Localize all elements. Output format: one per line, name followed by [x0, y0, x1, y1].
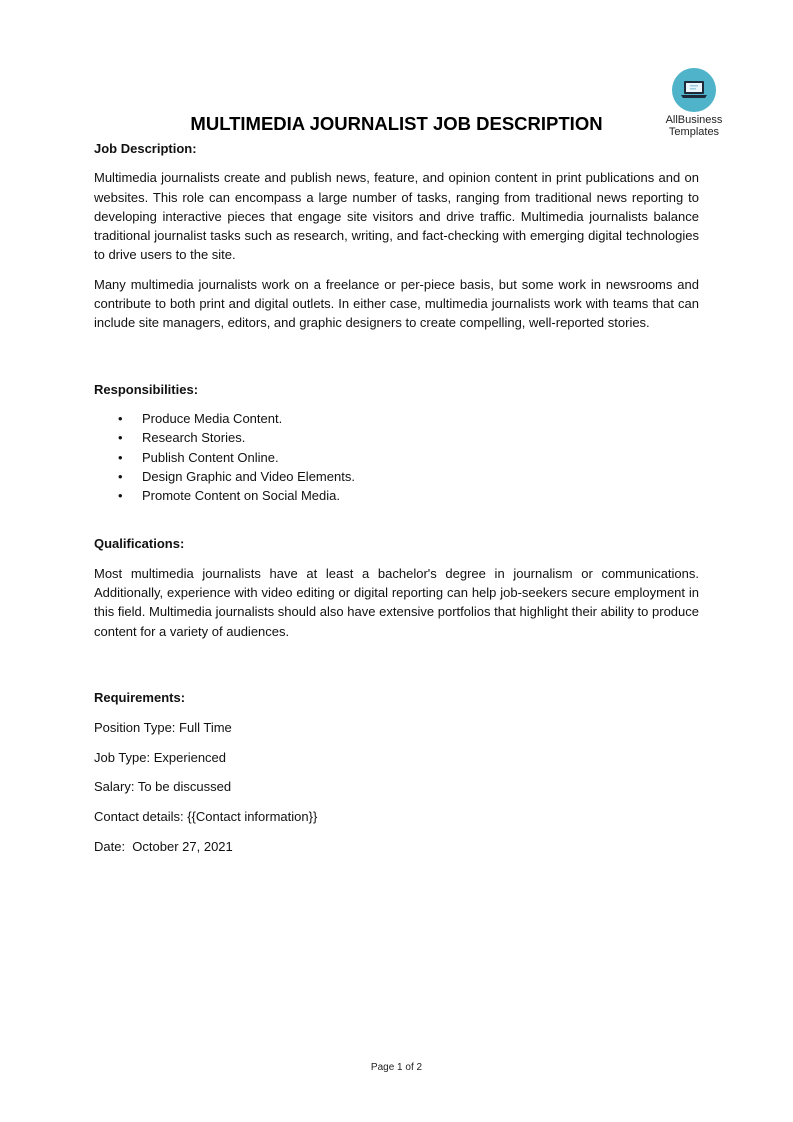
requirements-heading: Requirements: — [94, 689, 186, 705]
job-description-paragraph-2: Many multimedia journalists work on a freelance or per-piece basis, but some work in newsrooms and contribute to both print and digital outlets. In either case, multimedia journalists work with teams that can include site managers, editors, and graphic designers to create compelling, well-reported stories. — [94, 276, 699, 331]
bullet-icon: • — [118, 449, 123, 465]
document-body — [94, 139, 699, 856]
bullet-icon: • — [118, 430, 123, 446]
requirement-salary: Salary: To be discussed — [94, 779, 232, 795]
bullet-icon: • — [118, 468, 123, 484]
list-item: • Publish Content Online. — [94, 448, 699, 467]
logo-text-line2: Templates — [668, 126, 720, 138]
requirement-position-type: Position Type: Full Time — [94, 719, 232, 735]
list-item: • Promote Content on Social Media. — [94, 486, 699, 505]
qualifications-paragraph: Most multimedia journalists have at least a bachelor's degree in journalism or communications. Additionally, experience with video editing or digital reporting can help job-seekers secure employment in this field. Multimedia journalists should also have extensive portfolios that highlight their ability to produce content for a variety of audiences. — [94, 565, 699, 639]
logo-text-line1: AllBusiness — [665, 114, 723, 126]
job-description-paragraph-1: Multimedia journalists create and publish news, feature, and opinion content in print publications and on websites. This role can encompass a large number of tasks, ranging from traditional news reporting to developing interactive pieces that engage site visitors and drive traffic. Multimedia journalists balance traditional journalist tasks such as research, writing, and fact-checking with emerging digital technologies to drive users to the site. — [94, 170, 699, 263]
list-item: • Design Graphic and Video Elements. — [94, 467, 699, 486]
list-item: • Research Stories. — [94, 428, 699, 447]
bullet-icon: • — [118, 410, 123, 426]
job-description-heading: Job Description: — [94, 141, 197, 156]
responsibilities-list — [94, 409, 699, 505]
qualifications-heading: Qualifications: — [94, 536, 185, 552]
requirement-job-type: Job Type: Experienced — [94, 749, 227, 765]
responsibilities-heading: Responsibilities: — [94, 381, 199, 397]
laptop-icon — [672, 68, 716, 112]
requirement-date: Date: October 27, 2021 — [94, 838, 233, 854]
page-number: Page 1 of 2 — [370, 1062, 423, 1073]
requirement-contact: Contact details: {{Contact information}} — [94, 809, 318, 825]
bullet-icon: • — [118, 488, 123, 504]
list-item: • Produce Media Content. — [94, 409, 699, 428]
page-title: MULTIMEDIA JOURNALIST JOB DESCRIPTION — [190, 113, 603, 134]
